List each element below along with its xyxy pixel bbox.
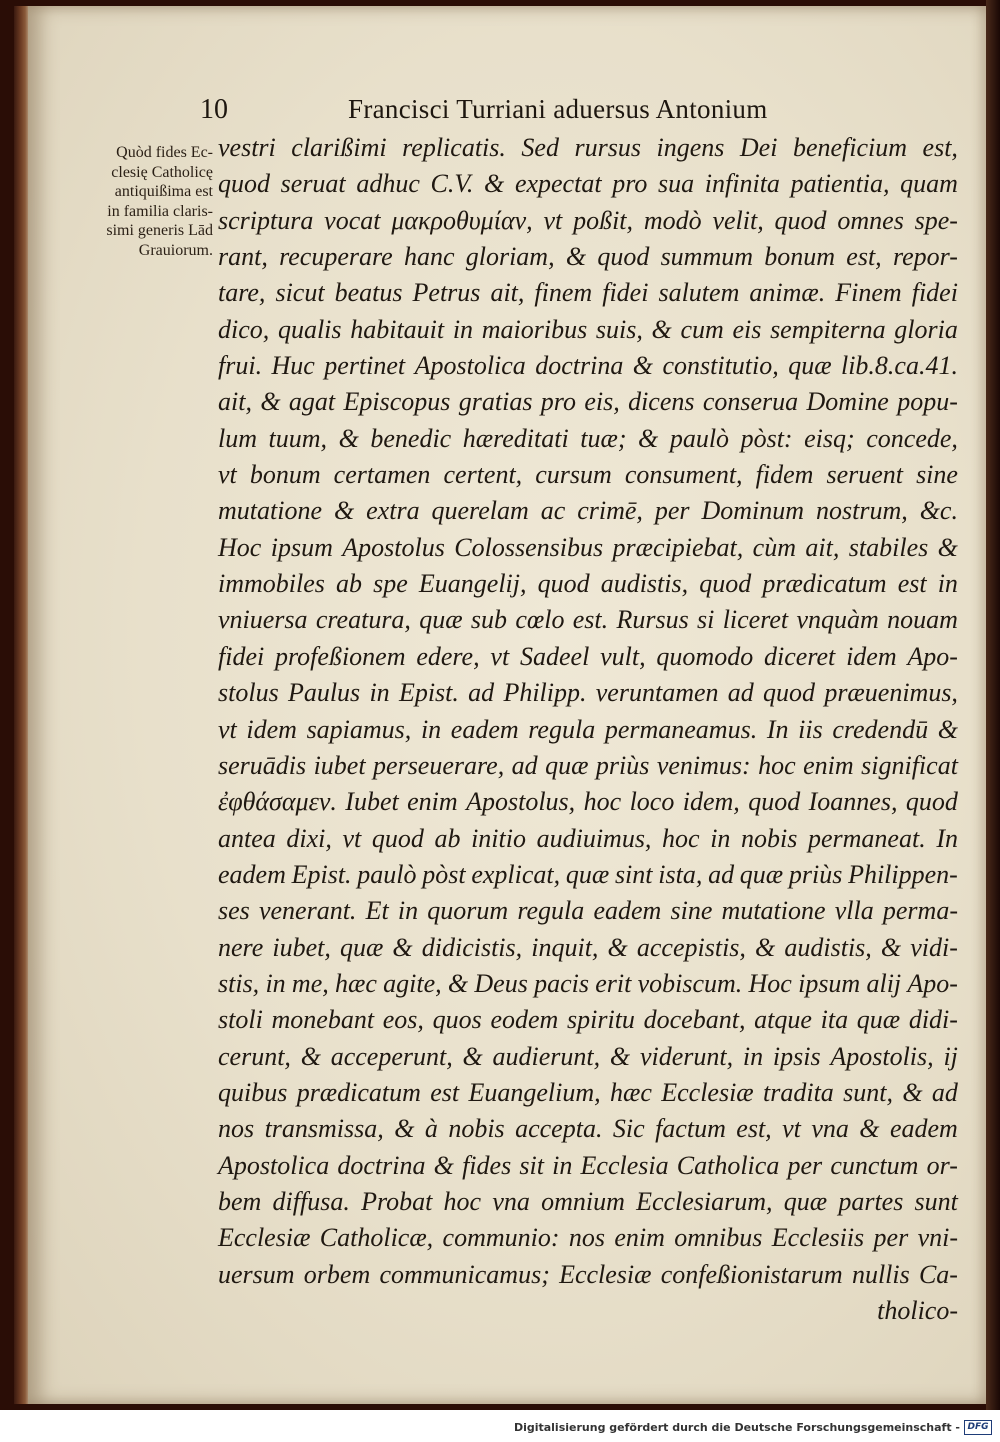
text-line: quibus prædicatum est Euangelium, hæc Ecclesiæ tradita sunt, & ad bbox=[218, 1077, 958, 1107]
text-line: stis, in me, hæc agite, & Deus pacis erit vobiscum. Hoc ipsum alij Apo- bbox=[218, 968, 958, 998]
text-line: lum tuum, & benedic hæreditati tuæ; & paulò pòst: eisq; concede, bbox=[218, 423, 958, 453]
marginal-note-line: clesię Catholicę bbox=[111, 163, 213, 181]
text-line: quod seruat adhuc C.V. & expectat pro sua infinita patientia, quam bbox=[218, 169, 958, 199]
marginal-note-line: simi generis Lād bbox=[106, 222, 213, 239]
text-line: antea dixi, vt quod ab initio audiuimus, hoc in nobis permaneat. In bbox=[218, 823, 958, 853]
text-line: Apostolica doctrina & fides sit in Ecclesia Catholica per cunctum or- bbox=[218, 1150, 958, 1180]
marginal-note-line: in familia claris- bbox=[107, 202, 213, 220]
text-line: vt bonum certamen certent, cursum consument, fidem seruent sine bbox=[218, 460, 958, 490]
text-line: nere iubet, quæ & didicistis, inquit, & accepistis, & audistis, & vidi- bbox=[218, 932, 958, 962]
text-line: vniuersa creatura, quæ sub cœlo est. Rursus si liceret vnquàm nouam bbox=[218, 605, 958, 635]
body-text bbox=[218, 130, 958, 1329]
running-title: Francisci Turriani aduersus Antonium bbox=[348, 94, 768, 124]
page-right-edge bbox=[986, 0, 1000, 1410]
text-line: rant, recuperare hanc gloriam, & quod summum bonum est, repor- bbox=[218, 242, 958, 272]
text-line: frui. Huc pertinet Apostolica doctrina & constitutio, quæ lib.8.ca.41. bbox=[218, 351, 958, 381]
text-line: stolus Paulus in Epist. ad Philipp. veruntamen ad quod præuenimus, bbox=[218, 678, 958, 708]
text-line: fidei profeßionem edere, vt Sadeel vult, quomodo diceret idem Apo- bbox=[218, 641, 958, 671]
text-line: nos transmissa, & à nobis accepta. Sic factum est, vt vna & eadem bbox=[218, 1114, 958, 1144]
text-line: bem diffusa. Probat hoc vna omnium Ecclesiarum, quæ partes sunt bbox=[218, 1186, 958, 1216]
text-line: Hoc ipsum Apostolus Colossensibus præcipiebat, cùm ait, stabiles & bbox=[218, 532, 958, 562]
running-head bbox=[200, 94, 960, 128]
text-line: immobiles ab spe Euangelij, quod audistis, quod prædicatum est in bbox=[218, 569, 958, 599]
text-line: eadem Epist. paulò pòst explicat, quæ sint ista, ad quæ priùs Philippen- bbox=[218, 859, 958, 889]
text-line: ait, & agat Episcopus gratias pro eis, dicens conserua Domine popu- bbox=[218, 387, 958, 417]
page-number: 10 bbox=[200, 94, 228, 125]
text-line: vt idem sapiamus, in eadem regula permaneamus. In iis credendū & bbox=[218, 714, 958, 744]
marginal-note-line: Grauiorum. bbox=[138, 241, 213, 259]
marginal-note bbox=[58, 143, 213, 260]
text-line: uersum orbem communicamus; Ecclesiæ confeßionistarum nullis Ca- bbox=[218, 1259, 958, 1289]
text-line: tare, sicut beatus Petrus ait, finem fidei salutem animæ. Finem fidei bbox=[218, 278, 958, 308]
dfg-logo: DFG bbox=[964, 1420, 992, 1435]
text-line: Ecclesiæ Catholicæ, communio: nos enim omnibus Ecclesiis per vni- bbox=[218, 1223, 958, 1253]
marginal-note-line: Quòd fides Ec- bbox=[116, 144, 213, 161]
text-line: tholico- bbox=[877, 1296, 958, 1325]
text-line: cerunt, & acceperunt, & audierunt, & viderunt, in ipsis Apostolis, ij bbox=[218, 1041, 958, 1071]
text-line: seruādis iubet perseuerare, ad quæ priùs venimus: hoc enim significat bbox=[218, 750, 958, 780]
text-line: ἐφθάσαμεν. Iubet enim Apostolus, hoc loco idem, quod Ioannes, quod bbox=[218, 787, 958, 817]
text-line: dico, qualis habitauit in maioribus suis, & cum eis sempiterna gloria bbox=[218, 314, 958, 344]
text-line: ses venerant. Et in quorum regula eadem sine mutatione vlla perma- bbox=[218, 896, 958, 926]
text-line: vestri clarißimi replicatis. Sed rursus ingens Dei beneficium est, bbox=[218, 133, 958, 162]
marginal-note-line: antiquißima est bbox=[114, 183, 213, 200]
text-line: scriptura vocat μακροθυμίαν, vt poßit, modò velit, quod omnes spe- bbox=[218, 205, 958, 235]
funding-credit: Digitalisierung gefördert durch die Deutsche Forschungsgemeinschaft - bbox=[513, 1421, 960, 1434]
text-line: stoli monebant eos, quos eodem spiritu docebant, atque ita quæ didi- bbox=[218, 1005, 958, 1035]
text-line: mutatione & extra querelam ac crimē, per Dominum nostrum, &c. bbox=[218, 496, 958, 526]
